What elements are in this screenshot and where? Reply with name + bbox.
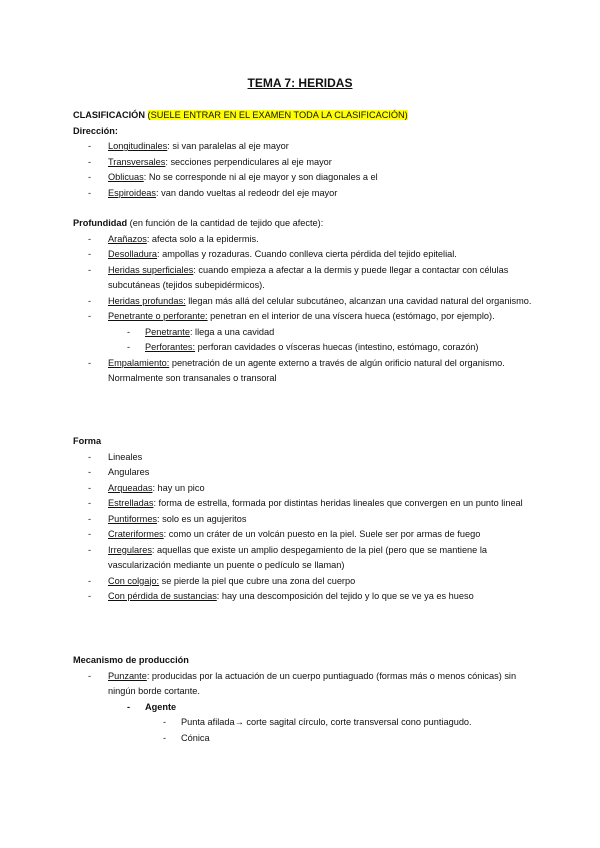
dash-bullet: -	[127, 701, 131, 712]
dash-bullet: -	[88, 295, 92, 306]
profundidad-heading	[73, 216, 533, 232]
list-item	[73, 309, 533, 325]
item-desc: : No se corresponde ni al eje mayor y son diagonales a el	[143, 172, 378, 182]
item-term: Crateriformes	[108, 529, 164, 539]
profundidad-note: (en función de la cantidad de tejido que afecte):	[127, 218, 324, 228]
item-term: Estrelladas	[108, 498, 154, 508]
list-item	[73, 465, 533, 481]
item-desc: Lineales	[108, 451, 143, 462]
clasificacion-label: CLASIFICACIÓN	[73, 110, 145, 120]
item-term: Penetrante o perforante:	[108, 311, 208, 321]
item-desc: llegan más allá del celular subcutáneo, alcanzan una cavidad natural del organismo.	[185, 295, 532, 306]
item-term: Irregulares	[108, 544, 152, 555]
item-desc: : llega a una cavidad	[189, 326, 275, 337]
list-item	[73, 481, 533, 497]
sub-sub-list-item	[73, 715, 533, 731]
agente-label: Agente	[145, 701, 177, 712]
item-desc: : hay un pico	[152, 482, 205, 493]
item-term: Punzante	[108, 670, 147, 681]
item-desc: Cónica	[181, 732, 210, 743]
item-desc: : secciones perpendiculares al eje mayor	[165, 156, 332, 167]
item-desc: Angulares	[108, 467, 150, 477]
item-desc: : van dando vueltas al redeodr del eje mayor	[156, 187, 338, 198]
list-item	[73, 450, 533, 466]
dash-bullet: -	[88, 482, 92, 493]
item-desc: penetración de un agente externo a través de algún orificio natural del organismo. Normalmente son transanales o transoral	[108, 357, 505, 383]
sub-list-item	[73, 340, 533, 356]
dash-bullet: -	[88, 544, 92, 555]
list-item	[73, 543, 533, 574]
dash-bullet: -	[88, 187, 92, 198]
list-item	[73, 247, 533, 263]
list-item	[73, 263, 533, 294]
item-term: Empalamiento:	[108, 357, 170, 368]
dash-bullet: -	[88, 529, 92, 539]
item-desc: : solo es un agujeritos	[157, 513, 247, 524]
dash-bullet: -	[163, 717, 167, 727]
clasificacion-note-highlight: (SUELE ENTRAR EN EL EXAMEN TODA LA CLASIFICACIÓN)	[147, 110, 408, 120]
item-desc: : aquellas que existe un amplio despegamiento de la piel (pero que se mantiene la vascularización mediante un puente o pedículo se llaman)	[108, 544, 487, 570]
item-term: Heridas superficiales	[108, 264, 194, 275]
item-desc: : ampollas y rozaduras. Cuando conlleva cierta pérdida del tejido epitelial.	[157, 249, 457, 259]
item-term: Arqueadas	[108, 482, 153, 493]
dash-bullet: -	[88, 670, 92, 681]
page-title: TEMA 7: HERIDAS	[247, 76, 353, 90]
item-desc: : si van paralelas al eje mayor	[167, 141, 289, 151]
clasificacion-heading	[73, 108, 533, 124]
item-desc: Punta afilada→ corte sagital círculo, corte transversal cono puntiagudo.	[181, 717, 472, 727]
item-term: Heridas profundas:	[108, 295, 186, 306]
item-term: Transversales	[108, 156, 166, 167]
dash-bullet: -	[88, 249, 92, 259]
section-mecanismo	[73, 653, 533, 746]
item-desc: penetran en el interior de una víscera hueca (estómago, por ejemplo).	[207, 311, 495, 321]
item-term: Con colgajo:	[108, 575, 160, 586]
dash-bullet: -	[88, 498, 92, 508]
dash-bullet: -	[88, 172, 92, 182]
item-term: Longitudinales	[108, 141, 168, 151]
item-desc: perforan cavidades o vísceras huecas (intestino, estómago, corazón)	[195, 342, 479, 352]
list-item	[73, 669, 533, 700]
dash-bullet: -	[88, 451, 92, 462]
profundidad-label: Profundidad	[73, 218, 128, 228]
item-term: Con pérdida de sustancias	[108, 591, 217, 601]
dash-bullet: -	[163, 732, 167, 743]
dash-bullet: -	[127, 326, 131, 337]
dash-bullet: -	[88, 513, 92, 524]
dash-bullet: -	[88, 357, 92, 368]
dash-bullet: -	[88, 467, 92, 477]
dash-bullet: -	[88, 311, 92, 321]
item-term: Espiroideas	[108, 187, 157, 198]
item-term: Puntiformes	[108, 513, 158, 524]
item-term: Penetrante	[145, 326, 190, 337]
dash-bullet: -	[88, 156, 92, 167]
dash-bullet: -	[127, 342, 131, 352]
list-item	[73, 294, 533, 310]
dash-bullet: -	[88, 141, 92, 151]
section-forma	[73, 434, 533, 605]
list-item	[73, 232, 533, 248]
sub-sub-list-item	[73, 731, 533, 747]
mecanismo-heading: Mecanismo de producción	[73, 655, 189, 665]
dash-bullet: -	[88, 264, 92, 275]
item-term: Arañazos	[108, 233, 147, 244]
item-desc: : hay una descomposición del tejido y lo que se ve ya es hueso	[216, 591, 474, 601]
list-item	[73, 512, 533, 528]
item-desc: se pierde la piel que cubre una zona del cuerpo	[159, 575, 356, 586]
item-term: Desolladura	[108, 249, 158, 259]
list-item	[73, 170, 533, 186]
direccion-heading: Dirección:	[73, 125, 118, 136]
list-item	[73, 356, 533, 387]
item-desc: : afecta solo a la epidermis.	[146, 233, 259, 244]
section-direccion	[73, 108, 533, 201]
sub-list-item	[73, 700, 533, 716]
item-desc: : cuando empieza a afectar a la dermis y puede llegar a contactar con células subcutáneas (tejidos subepidérmicos).	[108, 264, 509, 290]
item-desc: : como un cráter de un volcán puesto en la piel. Suele ser por armas de fuego	[163, 529, 481, 539]
forma-heading: Forma	[73, 436, 102, 446]
dash-bullet: -	[88, 591, 92, 601]
list-item	[73, 589, 533, 605]
list-item	[73, 155, 533, 171]
sub-list-item	[73, 325, 533, 341]
dash-bullet: -	[88, 233, 92, 244]
item-term: Oblicuas	[108, 172, 144, 182]
section-profundidad	[73, 216, 533, 387]
list-item	[73, 186, 533, 202]
list-item	[73, 496, 533, 512]
list-item	[73, 574, 533, 590]
list-item	[73, 527, 533, 543]
list-item	[73, 139, 533, 155]
item-term: Perforantes:	[145, 342, 196, 352]
dash-bullet: -	[88, 575, 92, 586]
item-desc: : forma de estrella, formada por distintas heridas lineales que convergen en un punto lineal	[153, 498, 523, 508]
item-desc: : producidas por la actuación de un cuerpo puntiaguado (formas más o menos cónicas) sin ningún borde cortante.	[108, 670, 517, 696]
